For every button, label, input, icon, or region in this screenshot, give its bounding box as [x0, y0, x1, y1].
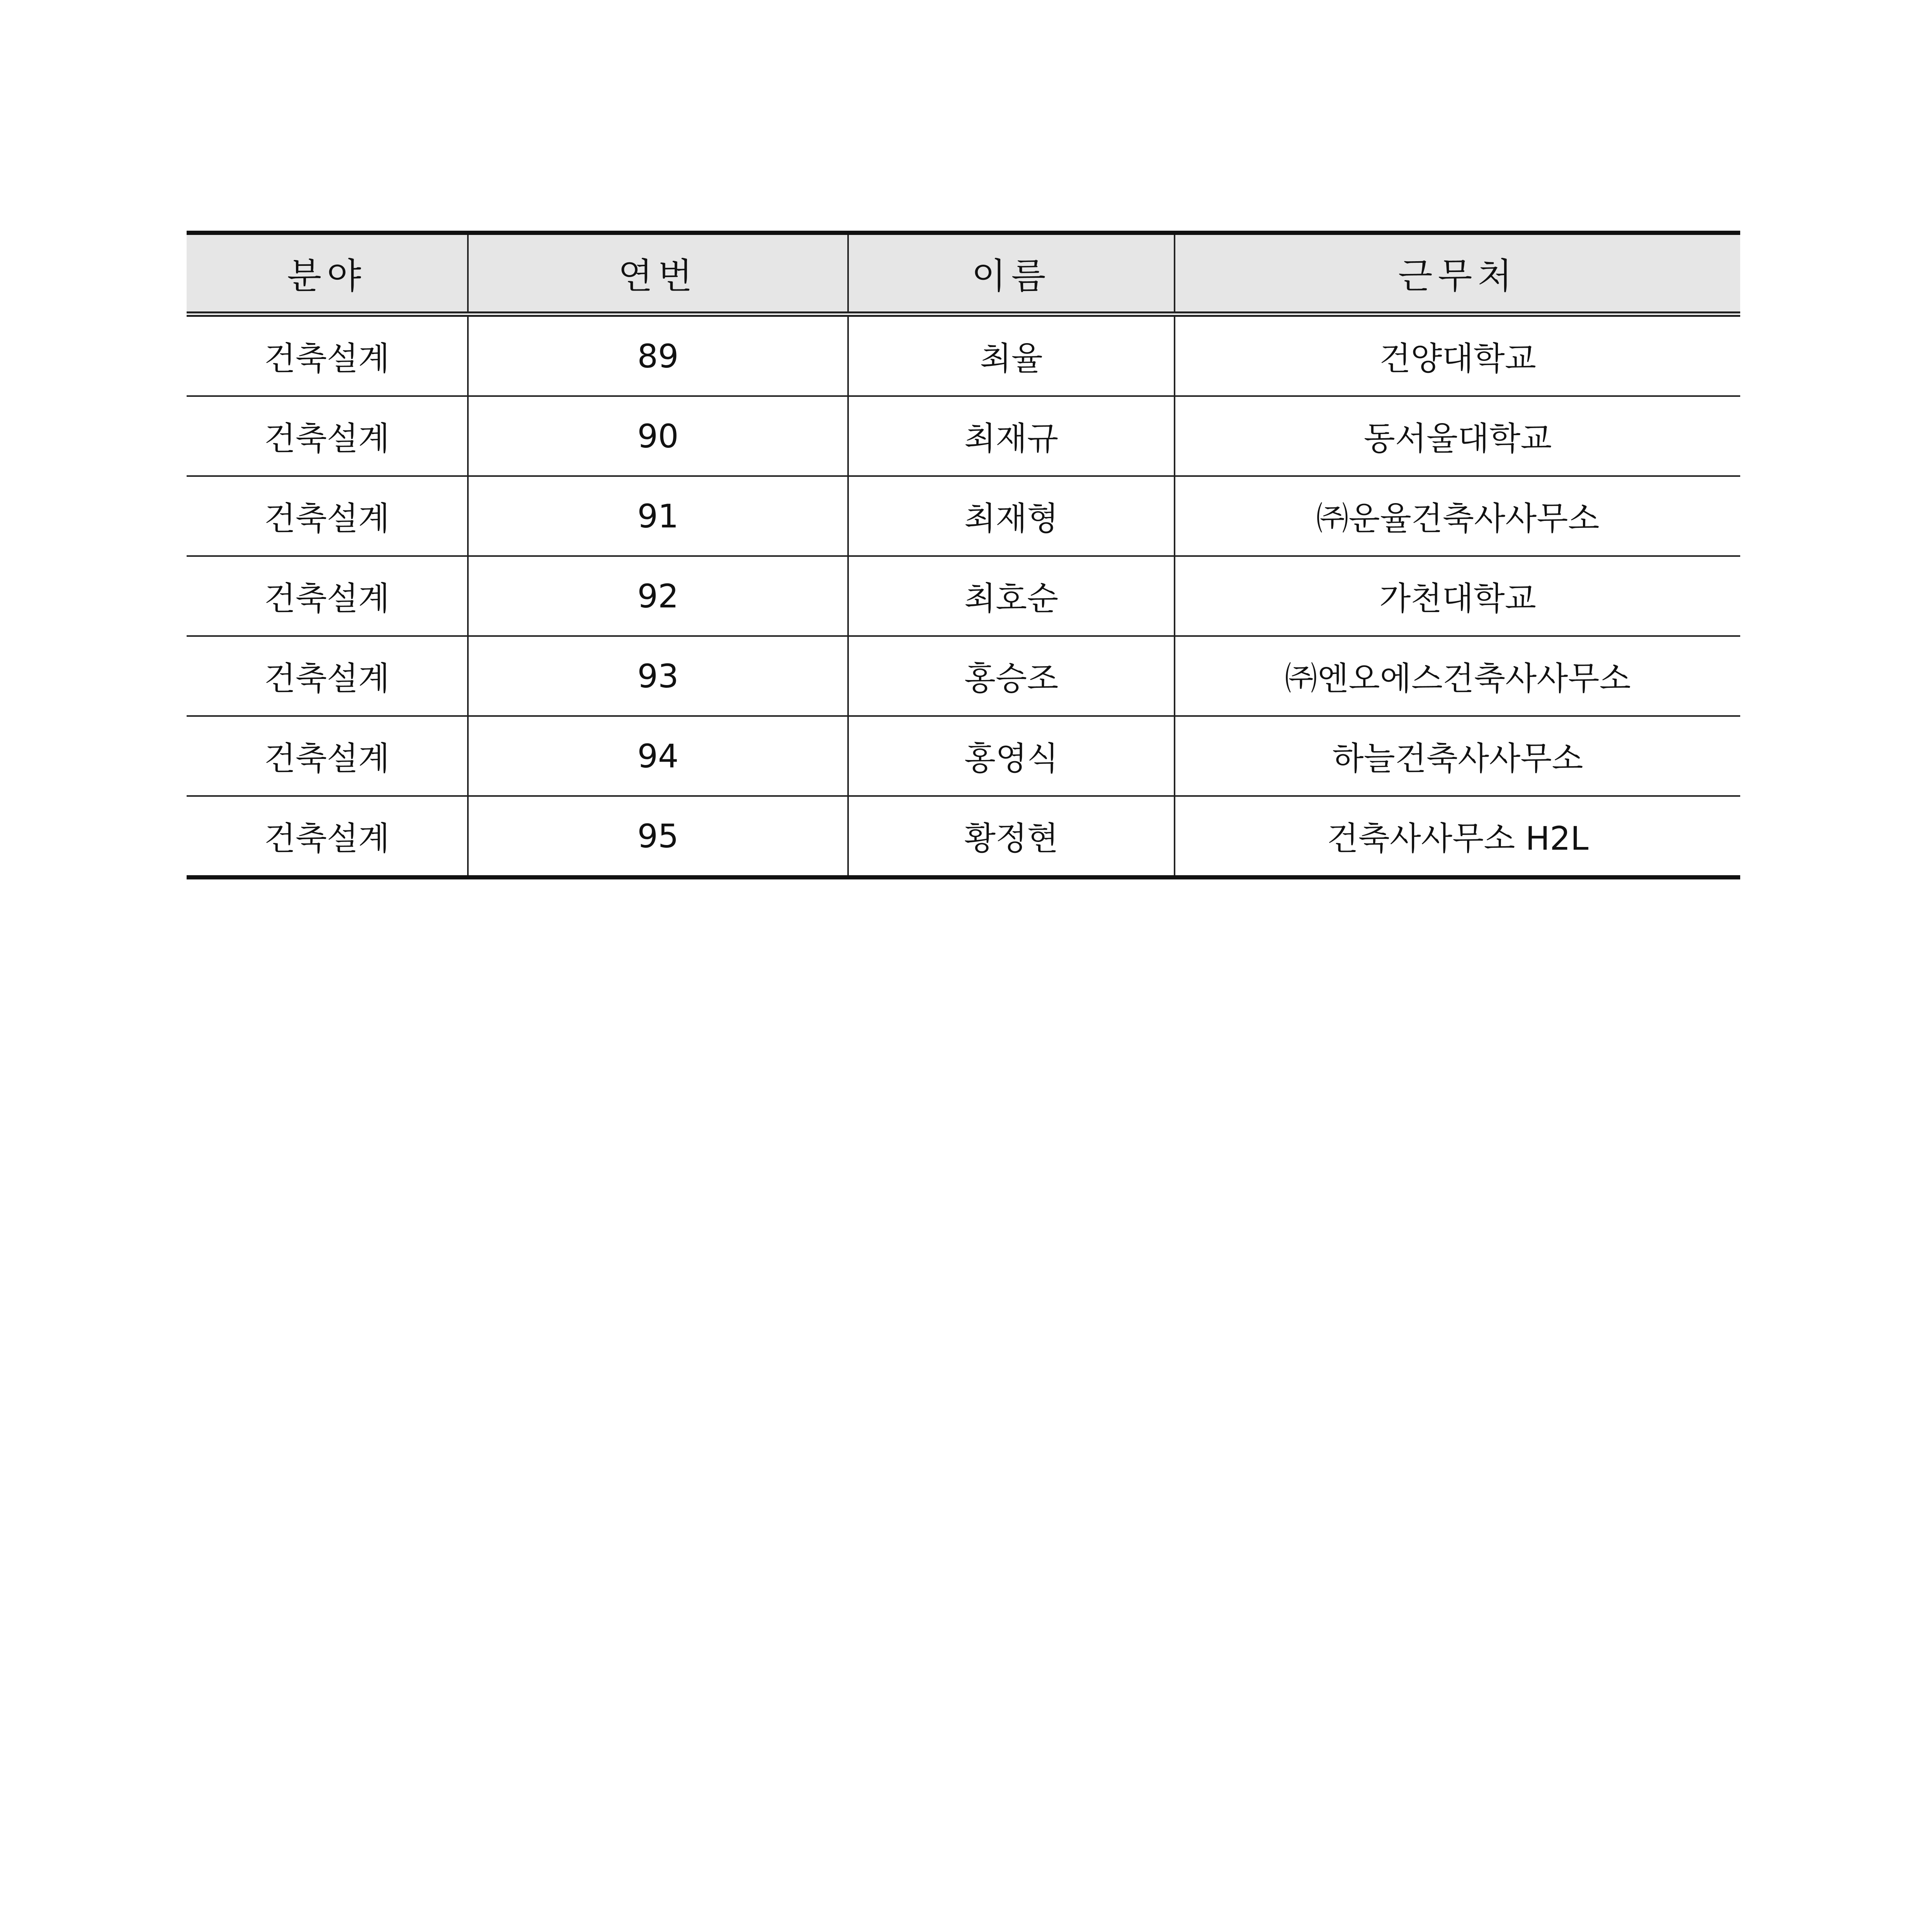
- cell-number: 89: [468, 314, 848, 396]
- cell-field: 건축설계: [264, 340, 390, 378]
- cell-name: 황정현: [848, 796, 1175, 878]
- cell-name: 홍영식: [848, 716, 1175, 796]
- cell-field: 건축설계: [187, 556, 468, 636]
- cell-name: 최호순: [848, 556, 1175, 636]
- cell-workplace: ㈜엔오에스건축사사무소: [1175, 636, 1740, 716]
- cell-workplace: 가천대학교: [1175, 556, 1740, 636]
- table-row: [187, 796, 1740, 878]
- cell-name: 최재규: [848, 396, 1175, 476]
- header-name: 이름: [848, 233, 1175, 315]
- cell-name: 최재형: [848, 476, 1175, 556]
- table-row: [187, 636, 1740, 716]
- header-number: 연번: [468, 233, 848, 315]
- roster-table: [187, 231, 1740, 879]
- cell-name: 홍승조: [848, 636, 1175, 716]
- table-row: [187, 476, 1740, 556]
- table-row: [187, 314, 1740, 396]
- cell-workplace: 건축사사무소 H2L: [1175, 796, 1740, 878]
- cell-field: 건축설계: [187, 636, 468, 716]
- cell-number: 93: [468, 636, 848, 716]
- header-field: 분야: [187, 233, 468, 315]
- cell-name: 최율: [848, 314, 1175, 396]
- cell-field: 건축설계: [187, 476, 468, 556]
- cell-number: 91: [468, 476, 848, 556]
- cell-workplace: 건양대학교: [1175, 314, 1740, 396]
- table-row: [187, 396, 1740, 476]
- table-header-row: [187, 233, 1740, 315]
- cell-workplace: 하늘건축사사무소: [1175, 716, 1740, 796]
- cell-workplace: 동서울대학교: [1175, 396, 1740, 476]
- cell-field: 건축설계: [187, 716, 468, 796]
- cell-number: 95: [468, 796, 848, 878]
- cell-field: 건축설계: [187, 396, 468, 476]
- table-row: [187, 716, 1740, 796]
- cell-number: 94: [468, 716, 848, 796]
- cell-number: 90: [468, 396, 848, 476]
- header-workplace: 근무처: [1175, 233, 1740, 315]
- cell-field: 건축설계: [187, 796, 468, 878]
- table-row: [187, 556, 1740, 636]
- cell-number: 92: [468, 556, 848, 636]
- cell-workplace: ㈜운율건축사사무소: [1175, 476, 1740, 556]
